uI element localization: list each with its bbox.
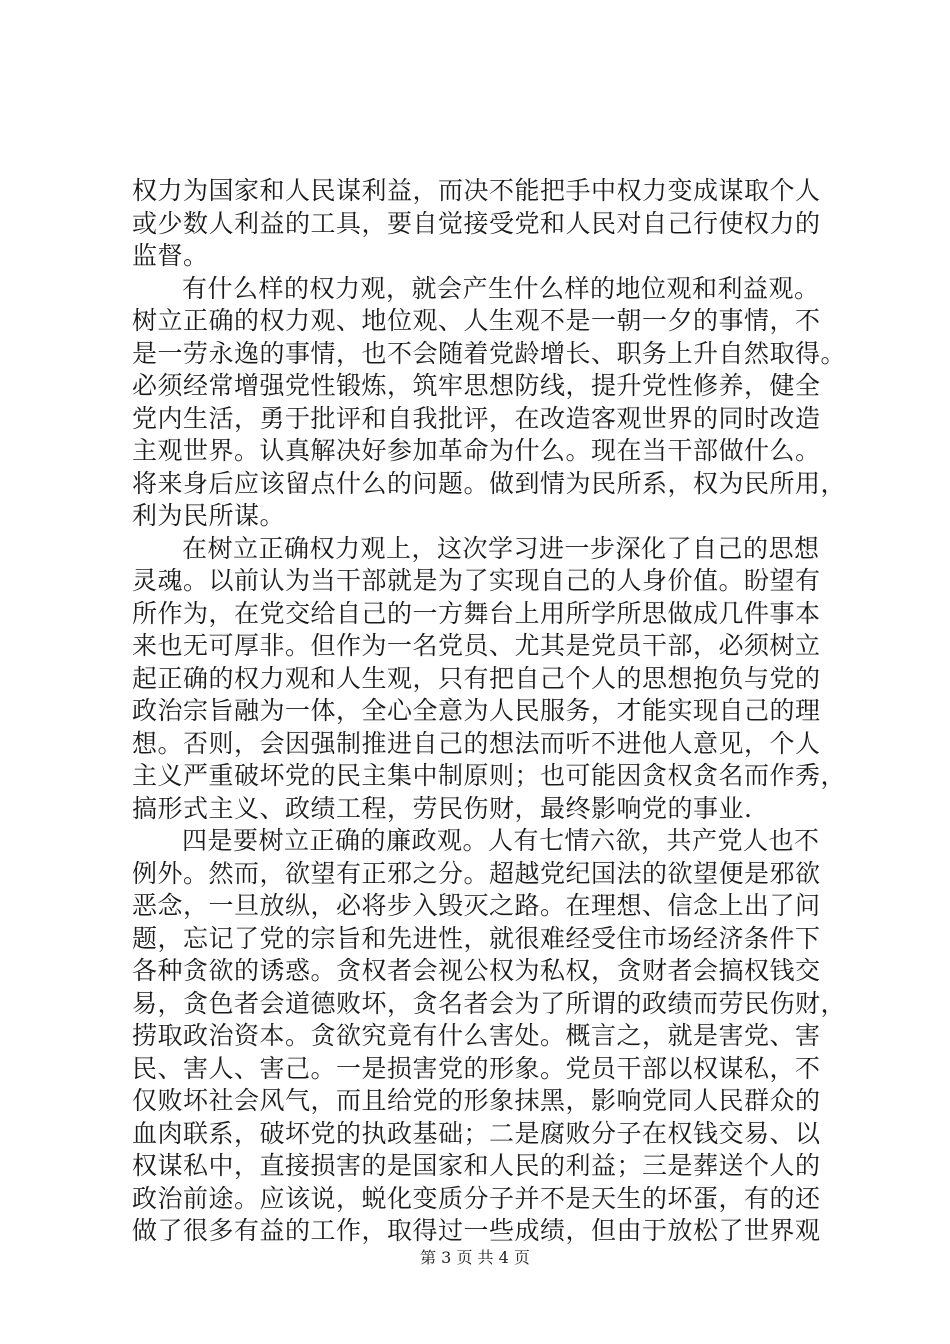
text-line: 想。否则，会因强制推进自己的想法而听不进他人意见，个人 xyxy=(132,728,821,758)
page-number-label: 第 3 页 共 4 页 xyxy=(420,1248,530,1267)
text-line: 主义严重破坏党的民主集中制原则；也可能因贪权贪名而作秀， xyxy=(132,761,847,790)
text-line: 政治宗旨融为一体，全心全意为人民服务，才能实现自己的理 xyxy=(132,696,821,725)
text-line: 做了很多有益的工作，取得过一些成绩，但由于放松了世界观 xyxy=(132,1216,821,1245)
text-line: 利为民所谋。 xyxy=(132,501,286,530)
text-line: 权力为国家和人民谋利益，而决不能把手中权力变成谋取个人 xyxy=(132,176,821,205)
text-line: 捞取政治资本。贪欲究竟有什么害处。概言之，就是害党、害 xyxy=(132,1021,821,1050)
text-line: 民、害人、害己。一是损害党的形象。党员干部以权谋私，不 xyxy=(132,1053,821,1083)
text-line: 起正确的权力观和人生观，只有把自己个人的思想抱负与党的 xyxy=(132,663,821,693)
text-line: 仅败坏社会风气，而且给党的形象抹黑，影响党同人民群众的 xyxy=(132,1086,821,1115)
text-line: 灵魂。以前认为当干部就是为了实现自己的人身价值。盼望有 xyxy=(132,566,821,595)
text-line: 例外。然而，欲望有正邪之分。超越党纪国法的欲望便是邪欲 xyxy=(132,858,821,888)
text-line: 来也无可厚非。但作为一名党员、尤其是党员干部，必须树立 xyxy=(132,631,821,660)
text-line: 将来身后应该留点什么的问题。做到情为民所系，权为民所用， xyxy=(132,468,847,498)
text-line: 所作为，在党交给自己的一方舞台上用所学所思做成几件事本 xyxy=(132,598,821,628)
page-footer xyxy=(0,1245,950,1268)
text-line: 血肉联系，破坏党的执政基础；二是腐败分子在权钱交易、以 xyxy=(132,1118,821,1148)
document-body xyxy=(132,175,847,1248)
paragraph-first-line: 有什么样的权力观，就会产生什么样的地位观和利益观。 xyxy=(182,273,820,303)
text-line: 权谋私中，直接损害的是国家和人民的利益；三是葬送个人的 xyxy=(132,1151,821,1180)
text-line: 树立正确的权力观、地位观、人生观不是一朝一夕的事情，不 xyxy=(132,306,821,335)
text-line: 题，忘记了党的宗旨和先进性，就很难经受住市场经济条件下 xyxy=(132,923,821,953)
text-line: 政治前途。应该说，蜕化变质分子并不是天生的坏蛋，有的还 xyxy=(132,1183,821,1213)
text-line: 易，贪色者会道德败坏，贪名者会为了所谓的政绩而劳民伤财， xyxy=(132,988,847,1018)
text-line: 是一劳永逸的事情，也不会随着党龄增长、职务上升自然取得。 xyxy=(132,338,847,368)
text-line: 搞形式主义、政绩工程，劳民伤财，最终影响党的事业. xyxy=(132,793,753,823)
text-line: 党内生活，勇于批评和自我批评，在改造客观世界的同时改造 xyxy=(132,403,821,433)
paragraph-first-line: 在树立正确权力观上，这次学习进一步深化了自己的思想 xyxy=(182,533,820,563)
text-line: 监督。 xyxy=(132,241,209,270)
text-line: 必须经常增强党性锻炼，筑牢思想防线，提升党性修养，健全 xyxy=(132,371,821,400)
paragraph-first-line: 四是要树立正确的廉政观。人有七情六欲，共产党人也不 xyxy=(182,826,820,855)
text-line: 各种贪欲的诱惑。贪权者会视公权为私权，贪财者会搞权钱交 xyxy=(132,956,821,985)
text-line: 恶念，一旦放纵，必将步入毁灭之路。在理想、信念上出了问 xyxy=(132,891,821,920)
text-line: 或少数人利益的工具，要自觉接受党和人民对自己行使权力的 xyxy=(132,208,821,238)
text-line: 主观世界。认真解决好参加革命为什么。现在当干部做什么。 xyxy=(132,436,821,465)
